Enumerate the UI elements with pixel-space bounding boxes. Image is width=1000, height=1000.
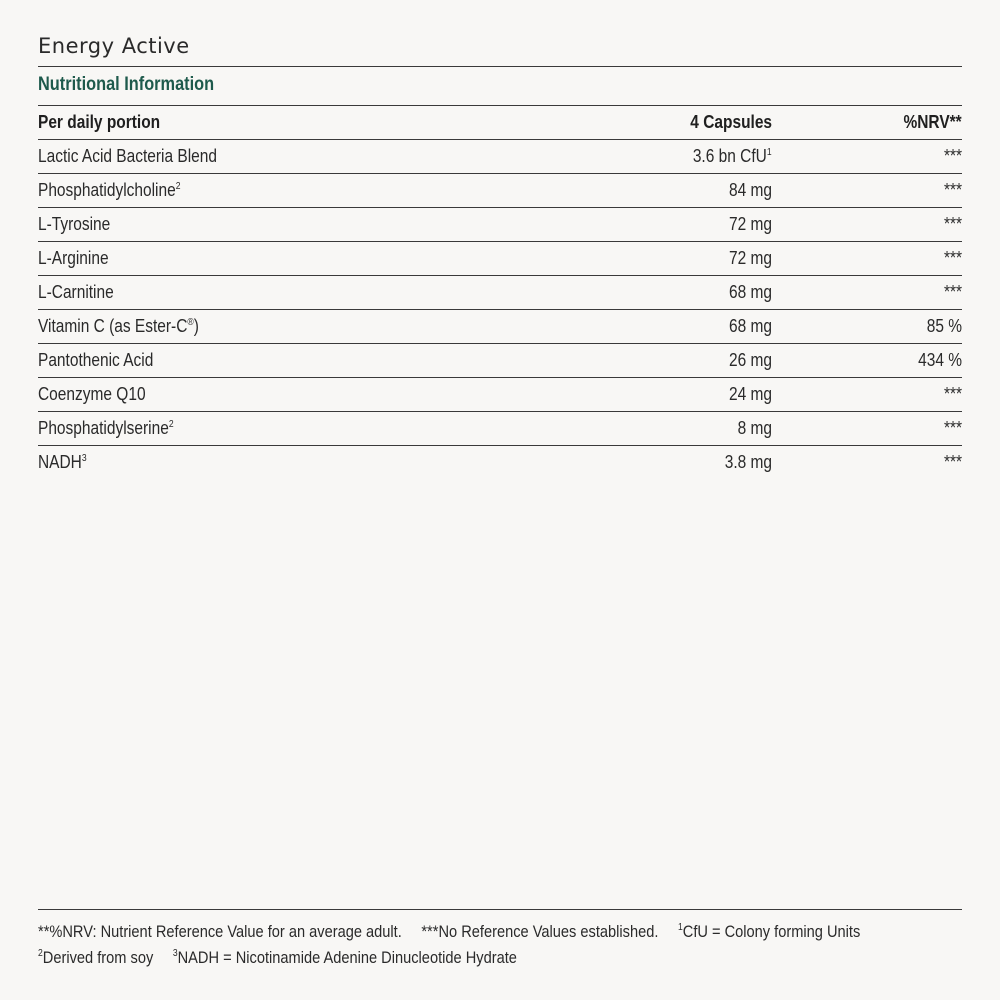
ingredient-name: NADH$^3$	[38, 452, 87, 472]
ingredient-nrv: ***	[943, 384, 962, 404]
ingredient-amount: 8 mg	[737, 418, 772, 438]
ingredient-amount: 72 mg	[728, 214, 772, 234]
section-title: Nutritional Information	[38, 74, 215, 95]
table-row	[38, 174, 962, 208]
footnote-cfu: $^1$CfU = Colony forming Units	[677, 922, 861, 941]
registered-mark: ®	[187, 317, 194, 328]
ingredient-amount: 68 mg	[728, 282, 772, 302]
footnote-line-1	[38, 922, 861, 948]
footnote-marker: 2	[175, 181, 181, 192]
header-name: Per daily portion	[38, 112, 161, 132]
title-divider	[38, 66, 962, 67]
ingredient-name: Phosphatidylserine$^2$	[38, 418, 174, 438]
ingredient-nrv: ***	[943, 418, 962, 438]
table-row	[38, 242, 962, 276]
product-title: Energy Active	[38, 34, 190, 58]
footnotes	[38, 922, 962, 974]
ingredient-name: Phosphatidylcholine$^2$	[38, 180, 181, 200]
footnote-no-ref: ***No Reference Values established.	[421, 922, 659, 941]
footnote-nadh: $^3$NADH = Nicotinamide Adenine Dinucleotide Hydrate	[172, 948, 517, 967]
footer-divider	[38, 909, 962, 910]
table-row	[38, 378, 962, 412]
ingredient-name: Coenzyme Q10	[38, 384, 146, 404]
table-row	[38, 208, 962, 242]
ingredient-name: L-Arginine	[38, 248, 109, 268]
table-row	[38, 276, 962, 310]
ingredient-amount: 26 mg	[728, 350, 772, 370]
nutrition-table	[38, 106, 962, 479]
ingredient-nrv: ***	[943, 248, 962, 268]
ingredient-nrv: ***	[943, 214, 962, 234]
ingredient-nrv: ***	[943, 282, 962, 302]
ingredient-name: Lactic Acid Bacteria Blend	[38, 146, 217, 166]
ingredient-amount: 3.6 bn CfU$^1$	[693, 146, 772, 166]
ingredient-nrv: 85 %	[926, 316, 962, 336]
table-row	[38, 446, 962, 479]
header-nrv: %NRV**	[903, 112, 962, 132]
table-header-row	[38, 106, 962, 140]
ingredient-nrv: ***	[943, 180, 962, 200]
ingredient-name: Vitamin C (as Ester-C®)	[38, 316, 199, 336]
ingredient-amount: 84 mg	[728, 180, 772, 200]
ingredient-amount: 68 mg	[728, 316, 772, 336]
footnote-marker: 3	[81, 453, 87, 464]
footnote-marker: 1	[767, 147, 772, 158]
ingredient-amount: 72 mg	[728, 248, 772, 268]
table-row	[38, 344, 962, 378]
footnote-line-2	[38, 948, 833, 974]
footnote-nrv: **%NRV: Nutrient Reference Value for an average adult.	[38, 922, 402, 941]
ingredient-name: L-Carnitine	[38, 282, 114, 302]
header-amount: 4 Capsules	[690, 112, 772, 132]
ingredient-nrv: ***	[943, 452, 962, 472]
ingredient-amount: 3.8 mg	[724, 452, 772, 472]
ingredient-amount: 24 mg	[728, 384, 772, 404]
table-row	[38, 140, 962, 174]
footnote-marker: 2	[168, 419, 174, 430]
ingredient-name: Pantothenic Acid	[38, 350, 154, 370]
footnote-soy: $^2$Derived from soy	[38, 948, 154, 967]
ingredient-nrv: 434 %	[918, 350, 962, 370]
table-row	[38, 310, 962, 344]
ingredient-nrv: ***	[943, 146, 962, 166]
ingredient-name: L-Tyrosine	[38, 214, 111, 234]
table-row	[38, 412, 962, 446]
